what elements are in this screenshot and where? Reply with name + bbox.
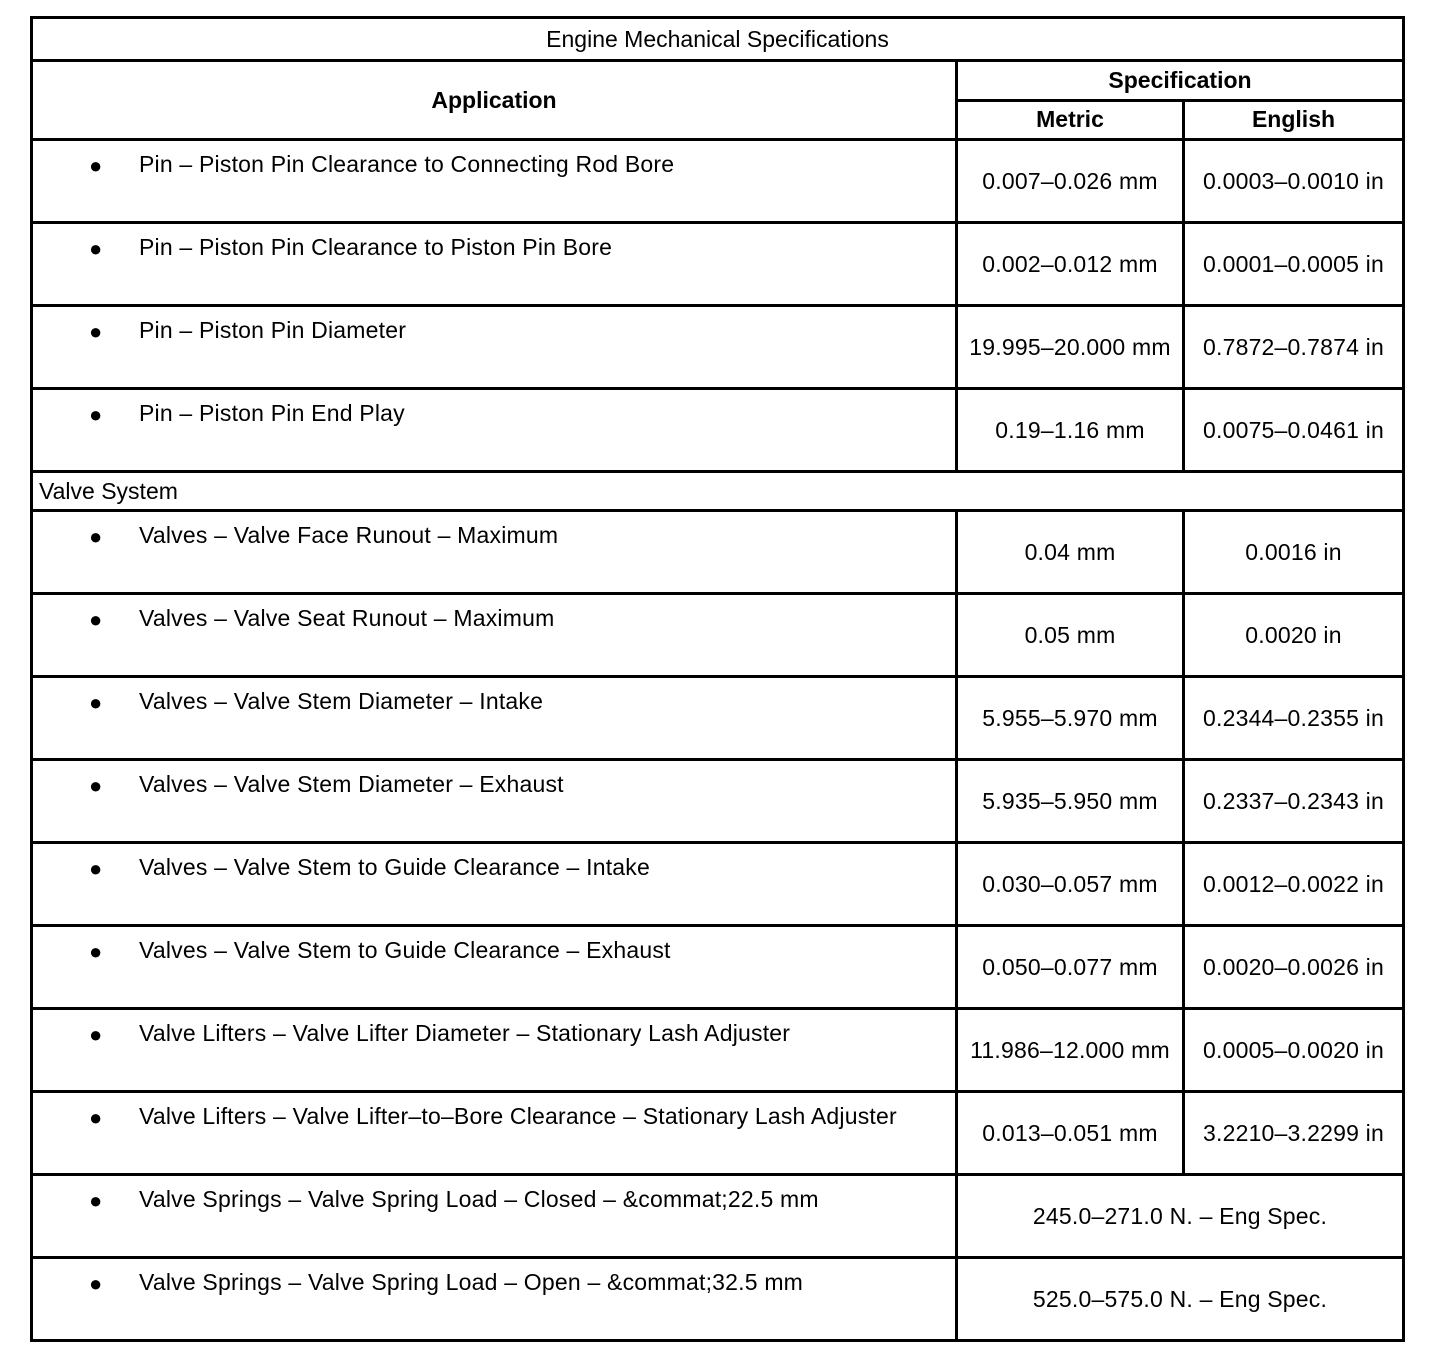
table-row [32,677,1404,760]
table-row [32,594,1404,677]
metric-cell: 0.002–0.012 mm [957,223,1184,306]
english-cell: 0.0016 in [1184,511,1404,594]
english-cell: 0.2337–0.2343 in [1184,760,1404,843]
spec-table [30,16,1405,1342]
application-cell: ● Valves – Valve Stem to Guide Clearance – Intake [32,843,957,926]
application-cell: ● Pin – Piston Pin Clearance to Piston Pin Bore [32,223,957,306]
table-row [32,1092,1404,1175]
english-cell: 0.0001–0.0005 in [1184,223,1404,306]
english-cell: 0.0075–0.0461 in [1184,389,1404,472]
table-row [32,926,1404,1009]
application-cell: ● Valves – Valve Face Runout – Maximum [32,511,957,594]
application-cell: ● Valve Lifters – Valve Lifter–to–Bore Clearance – Stationary Lash Adjuster [32,1092,957,1175]
bullet-icon: ● [89,319,103,344]
english-cell: 0.0020–0.0026 in [1184,926,1404,1009]
application-cell: ● Valve Lifters – Valve Lifter Diameter – Stationary Lash Adjuster [32,1009,957,1092]
application-cell: ● Pin – Piston Pin Clearance to Connecting Rod Bore [32,140,957,223]
table-row [32,223,1404,306]
metric-cell: 0.013–0.051 mm [957,1092,1184,1175]
bullet-icon: ● [89,1105,103,1130]
section-row [32,472,1404,511]
english-cell: 0.2344–0.2355 in [1184,677,1404,760]
english-cell: 0.0020 in [1184,594,1404,677]
table-row [32,1175,1404,1258]
english-cell: 0.0003–0.0010 in [1184,140,1404,223]
application-cell: ● Valves – Valve Seat Runout – Maximum [32,594,957,677]
section-label: Valve System [32,472,1404,511]
table-row [32,140,1404,223]
bullet-icon: ● [89,773,103,798]
bullet-icon: ● [89,939,103,964]
metric-cell: 0.030–0.057 mm [957,843,1184,926]
application-cell: ● Pin – Piston Pin End Play [32,389,957,472]
bullet-icon: ● [89,1271,103,1296]
application-cell: ● Valve Springs – Valve Spring Load – Closed – &commat;22.5 mm [32,1175,957,1258]
english-cell: 0.0012–0.0022 in [1184,843,1404,926]
spec-merged-cell: 525.0–575.0 N. – Eng Spec. [957,1258,1404,1341]
bullet-icon: ● [89,607,103,632]
bullet-icon: ● [89,1188,103,1213]
metric-cell: 0.19–1.16 mm [957,389,1184,472]
bullet-icon: ● [89,153,103,178]
metric-cell: 0.04 mm [957,511,1184,594]
bullet-icon: ● [89,856,103,881]
application-cell: ● Valves – Valve Stem Diameter – Intake [32,677,957,760]
english-cell: 3.2210–3.2299 in [1184,1092,1404,1175]
header-english: English [1184,100,1404,140]
metric-cell: 19.995–20.000 mm [957,306,1184,389]
metric-cell: 5.955–5.970 mm [957,677,1184,760]
bullet-icon: ● [89,524,103,549]
header-metric: Metric [957,100,1184,140]
application-cell: ● Valves – Valve Stem to Guide Clearance – Exhaust [32,926,957,1009]
table-row [32,843,1404,926]
application-cell: ● Valves – Valve Stem Diameter – Exhaust [32,760,957,843]
english-cell: 0.7872–0.7874 in [1184,306,1404,389]
bullet-icon: ● [89,1022,103,1047]
metric-cell: 0.05 mm [957,594,1184,677]
bullet-icon: ● [89,402,103,427]
header-application: Application [32,61,957,140]
metric-cell: 5.935–5.950 mm [957,760,1184,843]
metric-cell: 11.986–12.000 mm [957,1009,1184,1092]
metric-cell: 0.007–0.026 mm [957,140,1184,223]
table-row [32,306,1404,389]
spec-merged-cell: 245.0–271.0 N. – Eng Spec. [957,1175,1404,1258]
metric-cell: 0.050–0.077 mm [957,926,1184,1009]
english-cell: 0.0005–0.0020 in [1184,1009,1404,1092]
bullet-icon: ● [89,690,103,715]
table-row [32,1009,1404,1092]
application-cell: ● Pin – Piston Pin Diameter [32,306,957,389]
table-title: Engine Mechanical Specifications [32,18,1404,61]
table-row [32,511,1404,594]
table-row [32,760,1404,843]
application-cell: ● Valve Springs – Valve Spring Load – Open – &commat;32.5 mm [32,1258,957,1341]
table-row [32,389,1404,472]
table-row [32,1258,1404,1341]
bullet-icon: ● [89,236,103,261]
header-specification: Specification [957,61,1404,101]
